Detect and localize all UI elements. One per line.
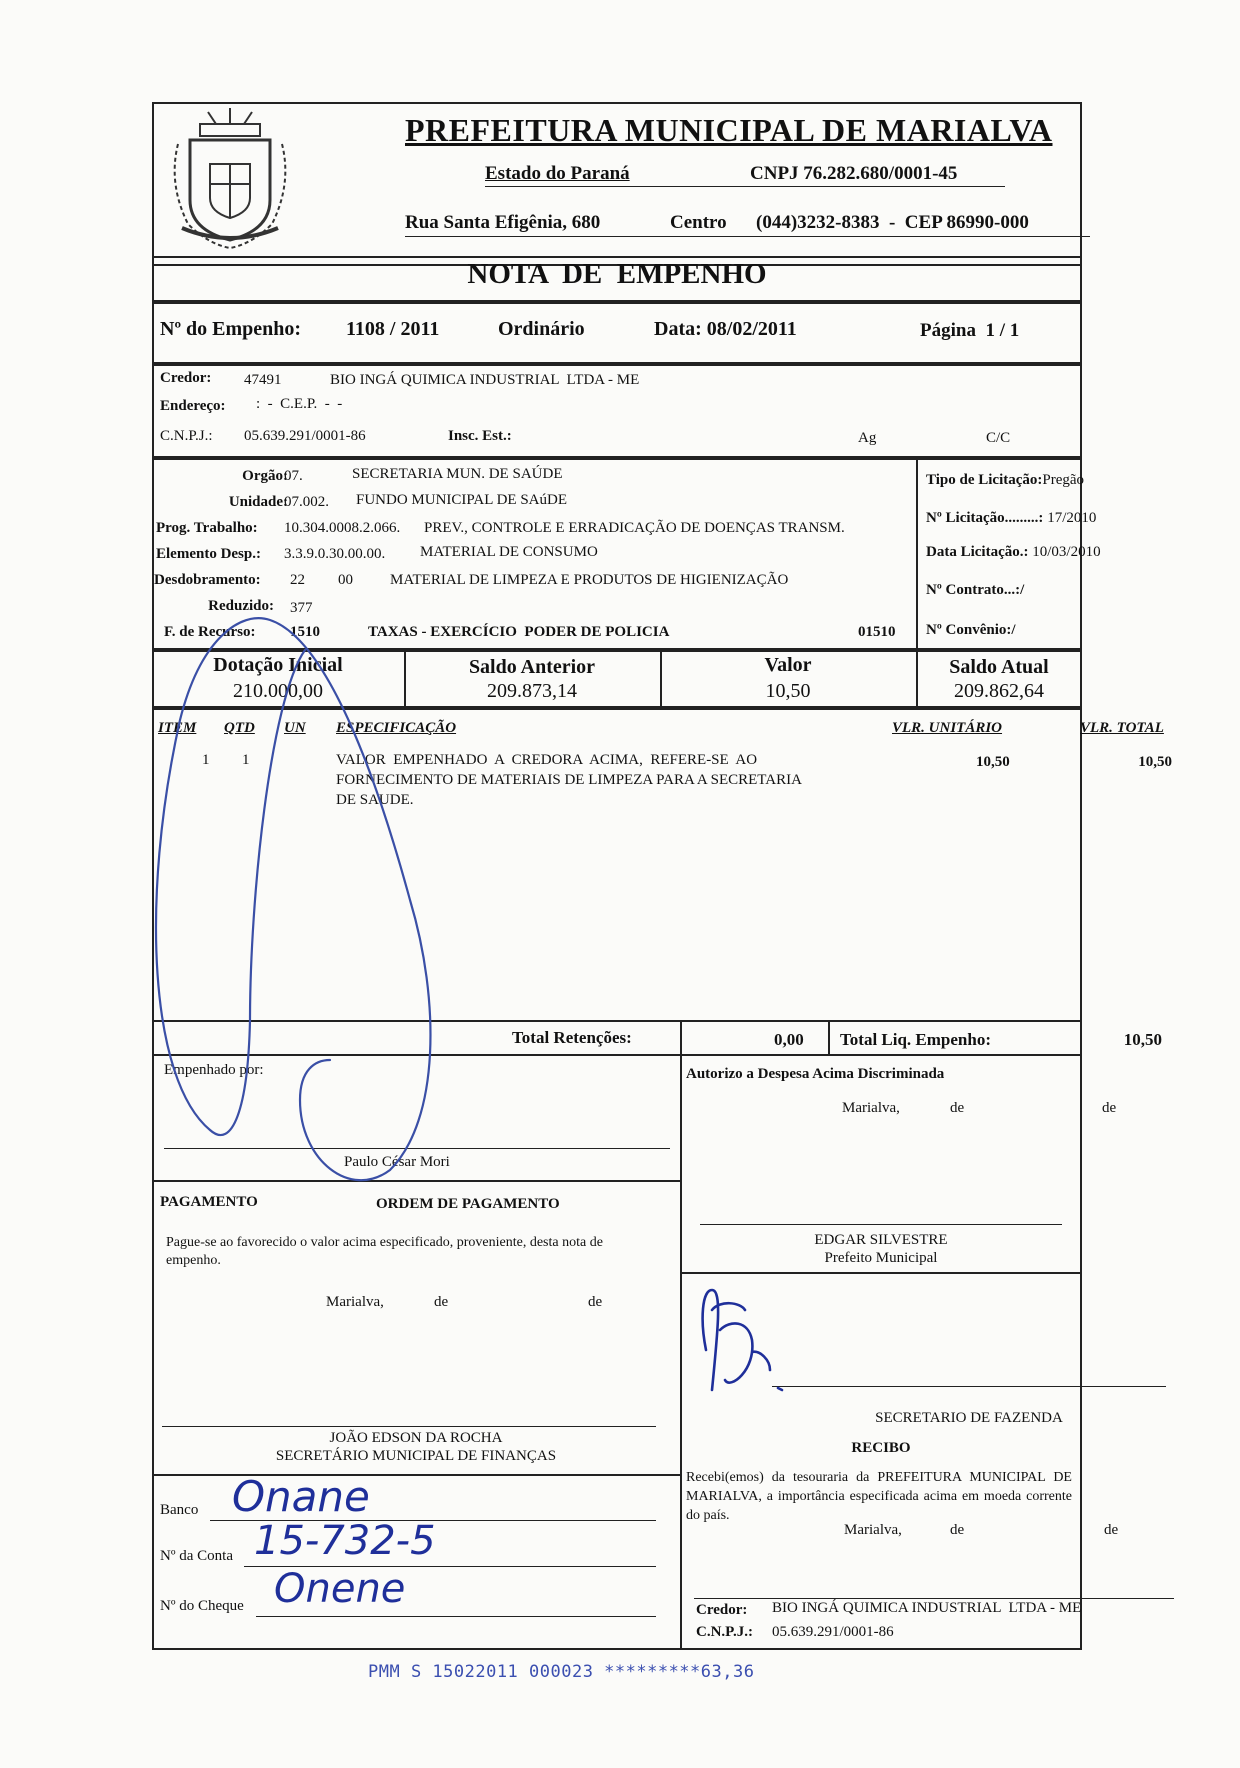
credor-nome: BIO INGÁ QUIMICA INDUSTRIAL LTDA - ME xyxy=(330,372,640,388)
cnpj-label: C.N.P.J.: xyxy=(160,428,213,444)
convenio-label: Nº Convênio:/ xyxy=(926,622,1016,638)
empenho-number-label: Nº do Empenho: xyxy=(160,318,302,340)
tipo-licitacao-value: Pregão xyxy=(1042,472,1085,488)
data-licitacao-text: Data Licitação.: xyxy=(926,544,1029,560)
cc-label: C/C xyxy=(986,430,1011,446)
recibo-title: RECIBO xyxy=(851,1440,911,1456)
item-row-1-line-3: DE SAUDE. xyxy=(336,792,414,808)
saldo-anterior-value: 209.873,14 xyxy=(487,680,577,702)
bairro-text: Centro xyxy=(670,212,727,233)
endereco-label: Endereço: xyxy=(160,398,226,414)
classificacao-divider xyxy=(916,458,918,650)
total-liq-value: 10,50 xyxy=(1123,1030,1162,1049)
pagamento-texto: Pague-se ao favorecido o valor acima especificado, proveniente, desta nota de empenho. xyxy=(166,1235,603,1268)
estado-rule xyxy=(485,186,1005,187)
recibo-cnpj-value: 05.639.291/0001-86 xyxy=(772,1624,894,1640)
reduzido-value: 377 xyxy=(290,600,313,616)
elemento-cod: 3.3.9.0.30.00.00. xyxy=(284,546,386,562)
recibo-texto: Recebi(emos) da tesouraria da PREFEITURA MUNICIPAL DE MARIALVA, a importância especificada acima em moeda corrente do país. xyxy=(686,1470,1072,1523)
recibo-de-2: de xyxy=(1104,1522,1119,1538)
estado-label: Estado do Paraná xyxy=(485,163,630,184)
cheque-handwritten: Onene xyxy=(274,1566,406,1612)
empenho-data: Data: 08/02/2011 xyxy=(654,318,797,340)
orgao-nome: SECRETARIA MUN. DE SAÚDE xyxy=(352,466,563,482)
cnpj-prefeitura: CNPJ 76.282.680/0001-45 xyxy=(750,163,958,184)
coat-of-arms-icon xyxy=(160,104,300,252)
prefeito-nome: EDGAR SILVESTRE xyxy=(814,1232,948,1248)
prog-trabalho-nome: PREV., CONTROLE E ERRADICAÇÃO DE DOENÇAS TRANSM. xyxy=(424,520,845,536)
credor-label: Credor: xyxy=(160,370,212,386)
banco-handwritten: Onane xyxy=(232,1472,370,1521)
col-item-header: ITEM xyxy=(158,720,197,736)
col-vlr-total-header: VLR. TOTAL xyxy=(1080,720,1164,736)
totais-div-2 xyxy=(828,1020,830,1056)
item-row-1-line-1: VALOR EMPENHADO A CREDORA ACIMA, REFERE-SE AO xyxy=(336,752,758,768)
item-row-1-item: 1 xyxy=(202,752,210,768)
pagamento-local: Marialva, xyxy=(326,1294,384,1310)
saldo-atual-value: 209.862,64 xyxy=(954,680,1044,702)
credor-codigo: 47491 xyxy=(244,372,282,388)
item-row-1-qtd: 1 xyxy=(242,752,250,768)
assinaturas-divider xyxy=(680,1054,682,1650)
cheque-line xyxy=(256,1616,656,1617)
cnpj-value: 05.639.291/0001-86 xyxy=(244,428,366,444)
secretario-cargo: SECRETÁRIO MUNICIPAL DE FINANÇAS xyxy=(275,1448,557,1464)
valor-label: Valor xyxy=(764,654,812,676)
elemento-label: Elemento Desp.: xyxy=(156,546,261,562)
pagina-indicator: Página 1 / 1 xyxy=(920,320,1020,341)
banco-label: Banco xyxy=(160,1502,199,1518)
pagamento-label: PAGAMENTO xyxy=(160,1194,258,1210)
recibo-local: Marialva, xyxy=(844,1522,902,1538)
orgao-label: Orgão: xyxy=(242,468,288,484)
prefeito-cargo: Prefeito Municipal xyxy=(824,1250,938,1266)
retencoes-label: Total Retenções: xyxy=(512,1028,632,1047)
conta-label: Nº da Conta xyxy=(160,1548,233,1564)
prefeito-bottom-rule xyxy=(680,1272,1082,1274)
recibo-credor-label: Credor: xyxy=(696,1602,748,1618)
address-text: Rua Santa Efigênia, 680 xyxy=(405,212,601,233)
prefeito-sign-line xyxy=(700,1224,1062,1225)
nota-empenho-title: NOTA DE EMPENHO xyxy=(467,258,767,290)
total-liq-label: Total Liq. Empenho: xyxy=(840,1030,991,1049)
secretario-sign-line xyxy=(162,1426,656,1427)
saldo-anterior-label: Saldo Anterior xyxy=(468,656,596,678)
desdobramento-cod1: 22 xyxy=(290,572,305,588)
fazenda-sign-line xyxy=(772,1386,1166,1387)
recurso-num: 01510 xyxy=(858,624,896,640)
empenhado-sign-line xyxy=(164,1148,670,1149)
contrato-label: Nº Contrato...:/ xyxy=(926,582,1025,598)
recurso-cod: 1510 xyxy=(290,624,320,640)
col-vlr-unitario-header: VLR. UNITÁRIO xyxy=(892,720,1003,736)
dotacao-value: 210.000,00 xyxy=(233,680,323,702)
cheque-label: Nº do Cheque xyxy=(160,1598,244,1614)
empenho-number: 1108 / 2011 xyxy=(346,318,440,340)
recibo-cnpj-label: C.N.P.J.: xyxy=(696,1624,753,1640)
prog-trabalho-label: Prog. Trabalho: xyxy=(156,520,258,536)
insc-est-label: Insc. Est.: xyxy=(448,428,512,444)
autorizo-text: Autorizo a Despesa Acima Discriminada xyxy=(686,1066,945,1082)
elemento-nome: MATERIAL DE CONSUMO xyxy=(420,544,598,560)
pagamento-de-2: de xyxy=(588,1294,603,1310)
recibo-credor-nome: BIO INGÁ QUIMICA INDUSTRIAL LTDA - ME xyxy=(772,1600,1082,1616)
col-un-header: UN xyxy=(284,720,306,736)
secretario-nome: JOÃO EDSON DA ROCHA xyxy=(329,1430,503,1446)
autorizo-de-1: de xyxy=(950,1100,965,1116)
empenhado-nome: Paulo César Mori xyxy=(344,1154,450,1170)
recurso-label: F. de Recurso: xyxy=(164,624,256,640)
recibo-credor-rule xyxy=(694,1598,1174,1599)
empenhado-label: Empenhado por: xyxy=(164,1062,264,1078)
data-licitacao-label xyxy=(926,544,1101,561)
reduzido-label: Reduzido: xyxy=(208,598,274,614)
recibo-de-1: de xyxy=(950,1522,965,1538)
unidade-nome: FUNDO MUNICIPAL DE SAúDE xyxy=(356,492,567,508)
address-rule xyxy=(405,236,1090,237)
retencoes-value: 0,00 xyxy=(774,1030,804,1049)
unidade-cod: 07.002. xyxy=(284,494,329,510)
ag-label: Ag xyxy=(858,430,877,446)
prog-trabalho-cod: 10.304.0008.2.066. xyxy=(284,520,401,536)
pagamento-de-1: de xyxy=(434,1294,449,1310)
saldo-atual-label: Saldo Atual xyxy=(949,656,1049,678)
col-especificacao-header: ESPECIFICAÇÃO xyxy=(336,720,457,736)
item-row-1-total: 10,50 xyxy=(1138,754,1172,770)
unidade-label: Unidade: xyxy=(228,494,288,510)
recurso-nome: TAXAS - EXERCÍCIO PODER DE POLICIA xyxy=(368,624,670,640)
orgao-cod: 07. xyxy=(284,468,303,484)
empenhado-bottom-rule xyxy=(152,1180,680,1182)
secretario-fazenda: SECRETARIO DE FAZENDA xyxy=(875,1410,1063,1426)
empenho-tipo: Ordinário xyxy=(498,318,585,340)
col-qtd-header: QTD xyxy=(224,720,255,736)
num-licitacao-label xyxy=(926,510,1096,527)
totais-div-1 xyxy=(680,1020,682,1056)
endereco-value: : - C.E.P. - - xyxy=(256,396,343,412)
tipo-licitacao-text: Tipo de Licitação: xyxy=(926,472,1043,488)
valor-value: 10,50 xyxy=(765,680,811,702)
conta-handwritten: 15-732-5 xyxy=(254,1518,436,1564)
dotacao-label: Dotação Inicial xyxy=(213,654,343,676)
phone-cep-text: (044)3232-8383 - CEP 86990-000 xyxy=(756,212,1029,233)
footer-stamp: PMM S 15022011 000023 *********63,36 xyxy=(368,1662,755,1682)
item-row-1-unit: 10,50 xyxy=(976,754,1010,770)
data-licitacao-value: 10/03/2010 xyxy=(1032,544,1101,560)
desdobramento-nome: MATERIAL DE LIMPEZA E PRODUTOS DE HIGIENIZAÇÃO xyxy=(390,572,789,588)
ordem-pagamento-label: ORDEM DE PAGAMENTO xyxy=(376,1196,560,1212)
desdobramento-cod2: 00 xyxy=(338,572,353,588)
autorizo-de-2: de xyxy=(1102,1100,1117,1116)
autorizo-local: Marialva, xyxy=(842,1100,900,1116)
item-row-1-line-2: FORNECIMENTO DE MATERIAIS DE LIMPEZA PARA A SECRETARIA xyxy=(336,772,802,788)
num-licitacao-value: 17/2010 xyxy=(1047,510,1097,526)
desdobramento-label: Desdobramento: xyxy=(154,572,261,588)
prefeitura-title: PREFEITURA MUNICIPAL DE MARIALVA xyxy=(405,112,1053,148)
num-licitacao-text: Nº Licitação.........: xyxy=(926,510,1044,526)
tipo-licitacao-label xyxy=(926,472,1084,489)
